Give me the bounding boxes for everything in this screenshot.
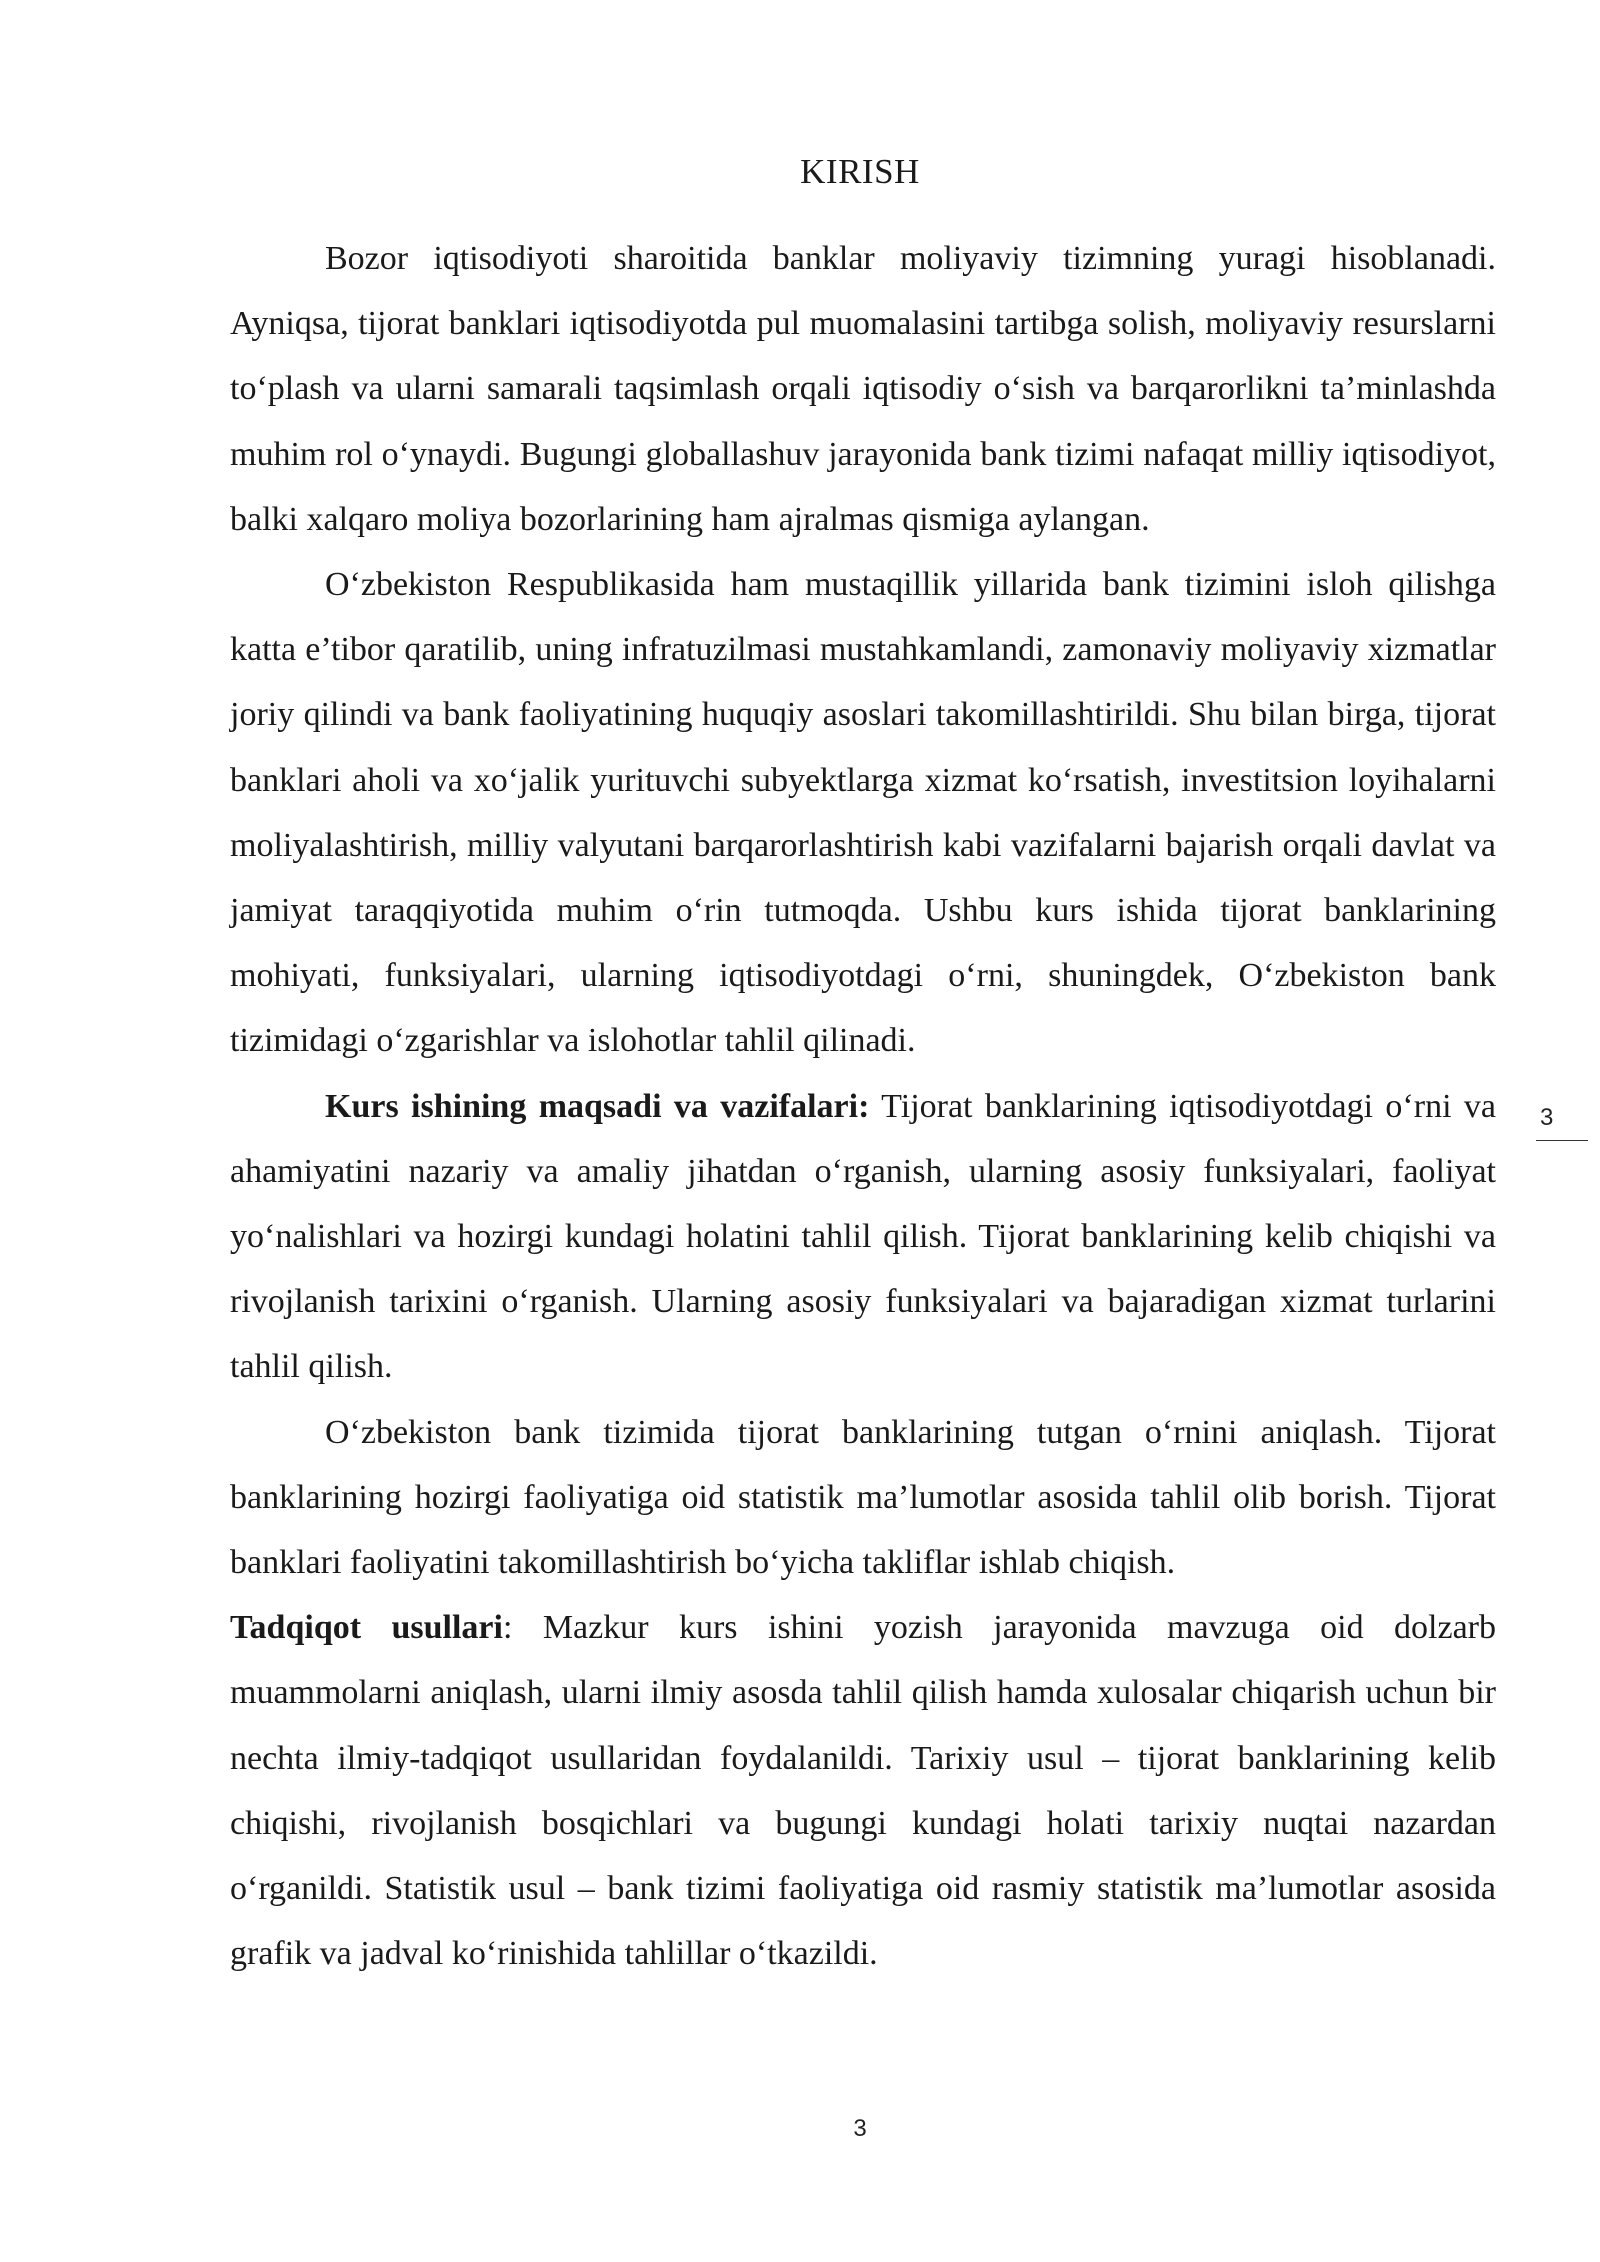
paragraph-text: : Mazkur kurs ishini yozish jarayonida mavzuga oid dolzarb muammolarni aniqlash, ularni ilmiy asosda tahlil qilish hamda xulosalar chiqarish uchun bir nechta ilmiy-tadqiqot usullaridan foydalanildi. Tarixiy usul – tijorat banklarining kelib chiqishi, rivojlanish bosqichlari va bugungi kundagi holati tarixiy nuqtai nazardan o‘rganildi. Statistik usul – bank tizimi faoliyatiga oid rasmiy statistik ma’lumotlar asosida grafik va jadval ko‘rinishida tahlillar o‘tkazildi. bbox=[230, 1609, 1496, 1973]
paragraph-text: Tijorat banklarining iqtisodiyotdagi o‘rni va ahamiyatini nazariy va amaliy jihatdan o‘rganish, ularning asosiy funksiyalari, faoliyat yo‘nalishlari va hozirgi kundagi holatini tahlil qilish. Tijorat banklarining kelib chiqishi va rivojlanish tarixini o‘rganish. Ularning asosiy funksiyalari va bajaradigan xizmat turlarini tahlil qilish. bbox=[230, 1087, 1496, 1386]
paragraph-text: O‘zbekiston Respublikasida ham mustaqillik yillarida bank tizimini isloh qilishga katta e’tibor qaratilib, uning infratuzilmasi mustahkamlandi, zamonaviy moliyaviy xizmatlar joriy qilindi va bank faoliyatining huquqiy asoslari takomillashtirildi. Shu bilan birga, tijorat banklari aholi va xo‘jalik yurituvchi subyektlarga xizmat ko‘rsatish, investitsion loyihalarni moliyalashtirish, milliy valyutani barqarorlashtirish kabi vazifalarni bajarish orqali davlat va jamiyat taraqqiyotida muhim o‘rin tutmoqda. Ushbu kurs ishida tijorat banklarining mohiyati, funksiyalari, ularning iqtisodiyotdagi o‘rni, shuningdek, O‘zbekiston bank tizimidagi o‘zgarishlar va islohotlar tahlil qilinadi. bbox=[230, 566, 1496, 1060]
page-title: KIRISH bbox=[800, 152, 920, 191]
body-text bbox=[230, 226, 1496, 1986]
side-page-number bbox=[1536, 1104, 1588, 1141]
paragraph-uzbekistan-banking bbox=[230, 552, 1496, 1074]
paragraph-goals bbox=[230, 1074, 1496, 1400]
paragraph-heading: Tadqiqot usullari bbox=[230, 1609, 503, 1647]
footer-page-number: 3 bbox=[853, 2115, 867, 2142]
paragraph-methods bbox=[230, 1595, 1496, 1986]
paragraph-heading: Kurs ishining maqsadi va vazifalari: bbox=[325, 1087, 870, 1125]
side-page-number-text: 3 bbox=[1540, 1104, 1554, 1131]
paragraph-tasks bbox=[230, 1400, 1496, 1596]
paragraph-text: O‘zbekiston bank tizimida tijorat banklarining tutgan o‘rnini aniqlash. Tijorat banklarining hozirgi faoliyatiga oid statistik ma’lumotlar asosida tahlil olib borish. Tijorat banklari faoliyatini takomillashtirish bo‘yicha takliflar ishlab chiqish. bbox=[230, 1413, 1496, 1582]
paragraph-intro bbox=[230, 226, 1496, 552]
paragraph-text: Bozor iqtisodiyoti sharoitida banklar moliyaviy tizimning yuragi hisoblanadi. Ayniqsa, tijorat banklari iqtisodiyotda pul muomalasini tartibga solish, moliyaviy resurslarni to‘plash va ularni samarali taqsimlash orqali iqtisodiy o‘sish va barqarorlikni ta’minlashda muhim rol o‘ynaydi. Bugungi globallashuv jarayonida bank tizimi nafaqat milliy iqtisodiyot, balki xalqaro moliya bozorlarining ham ajralmas qismiga aylangan. bbox=[230, 240, 1496, 538]
